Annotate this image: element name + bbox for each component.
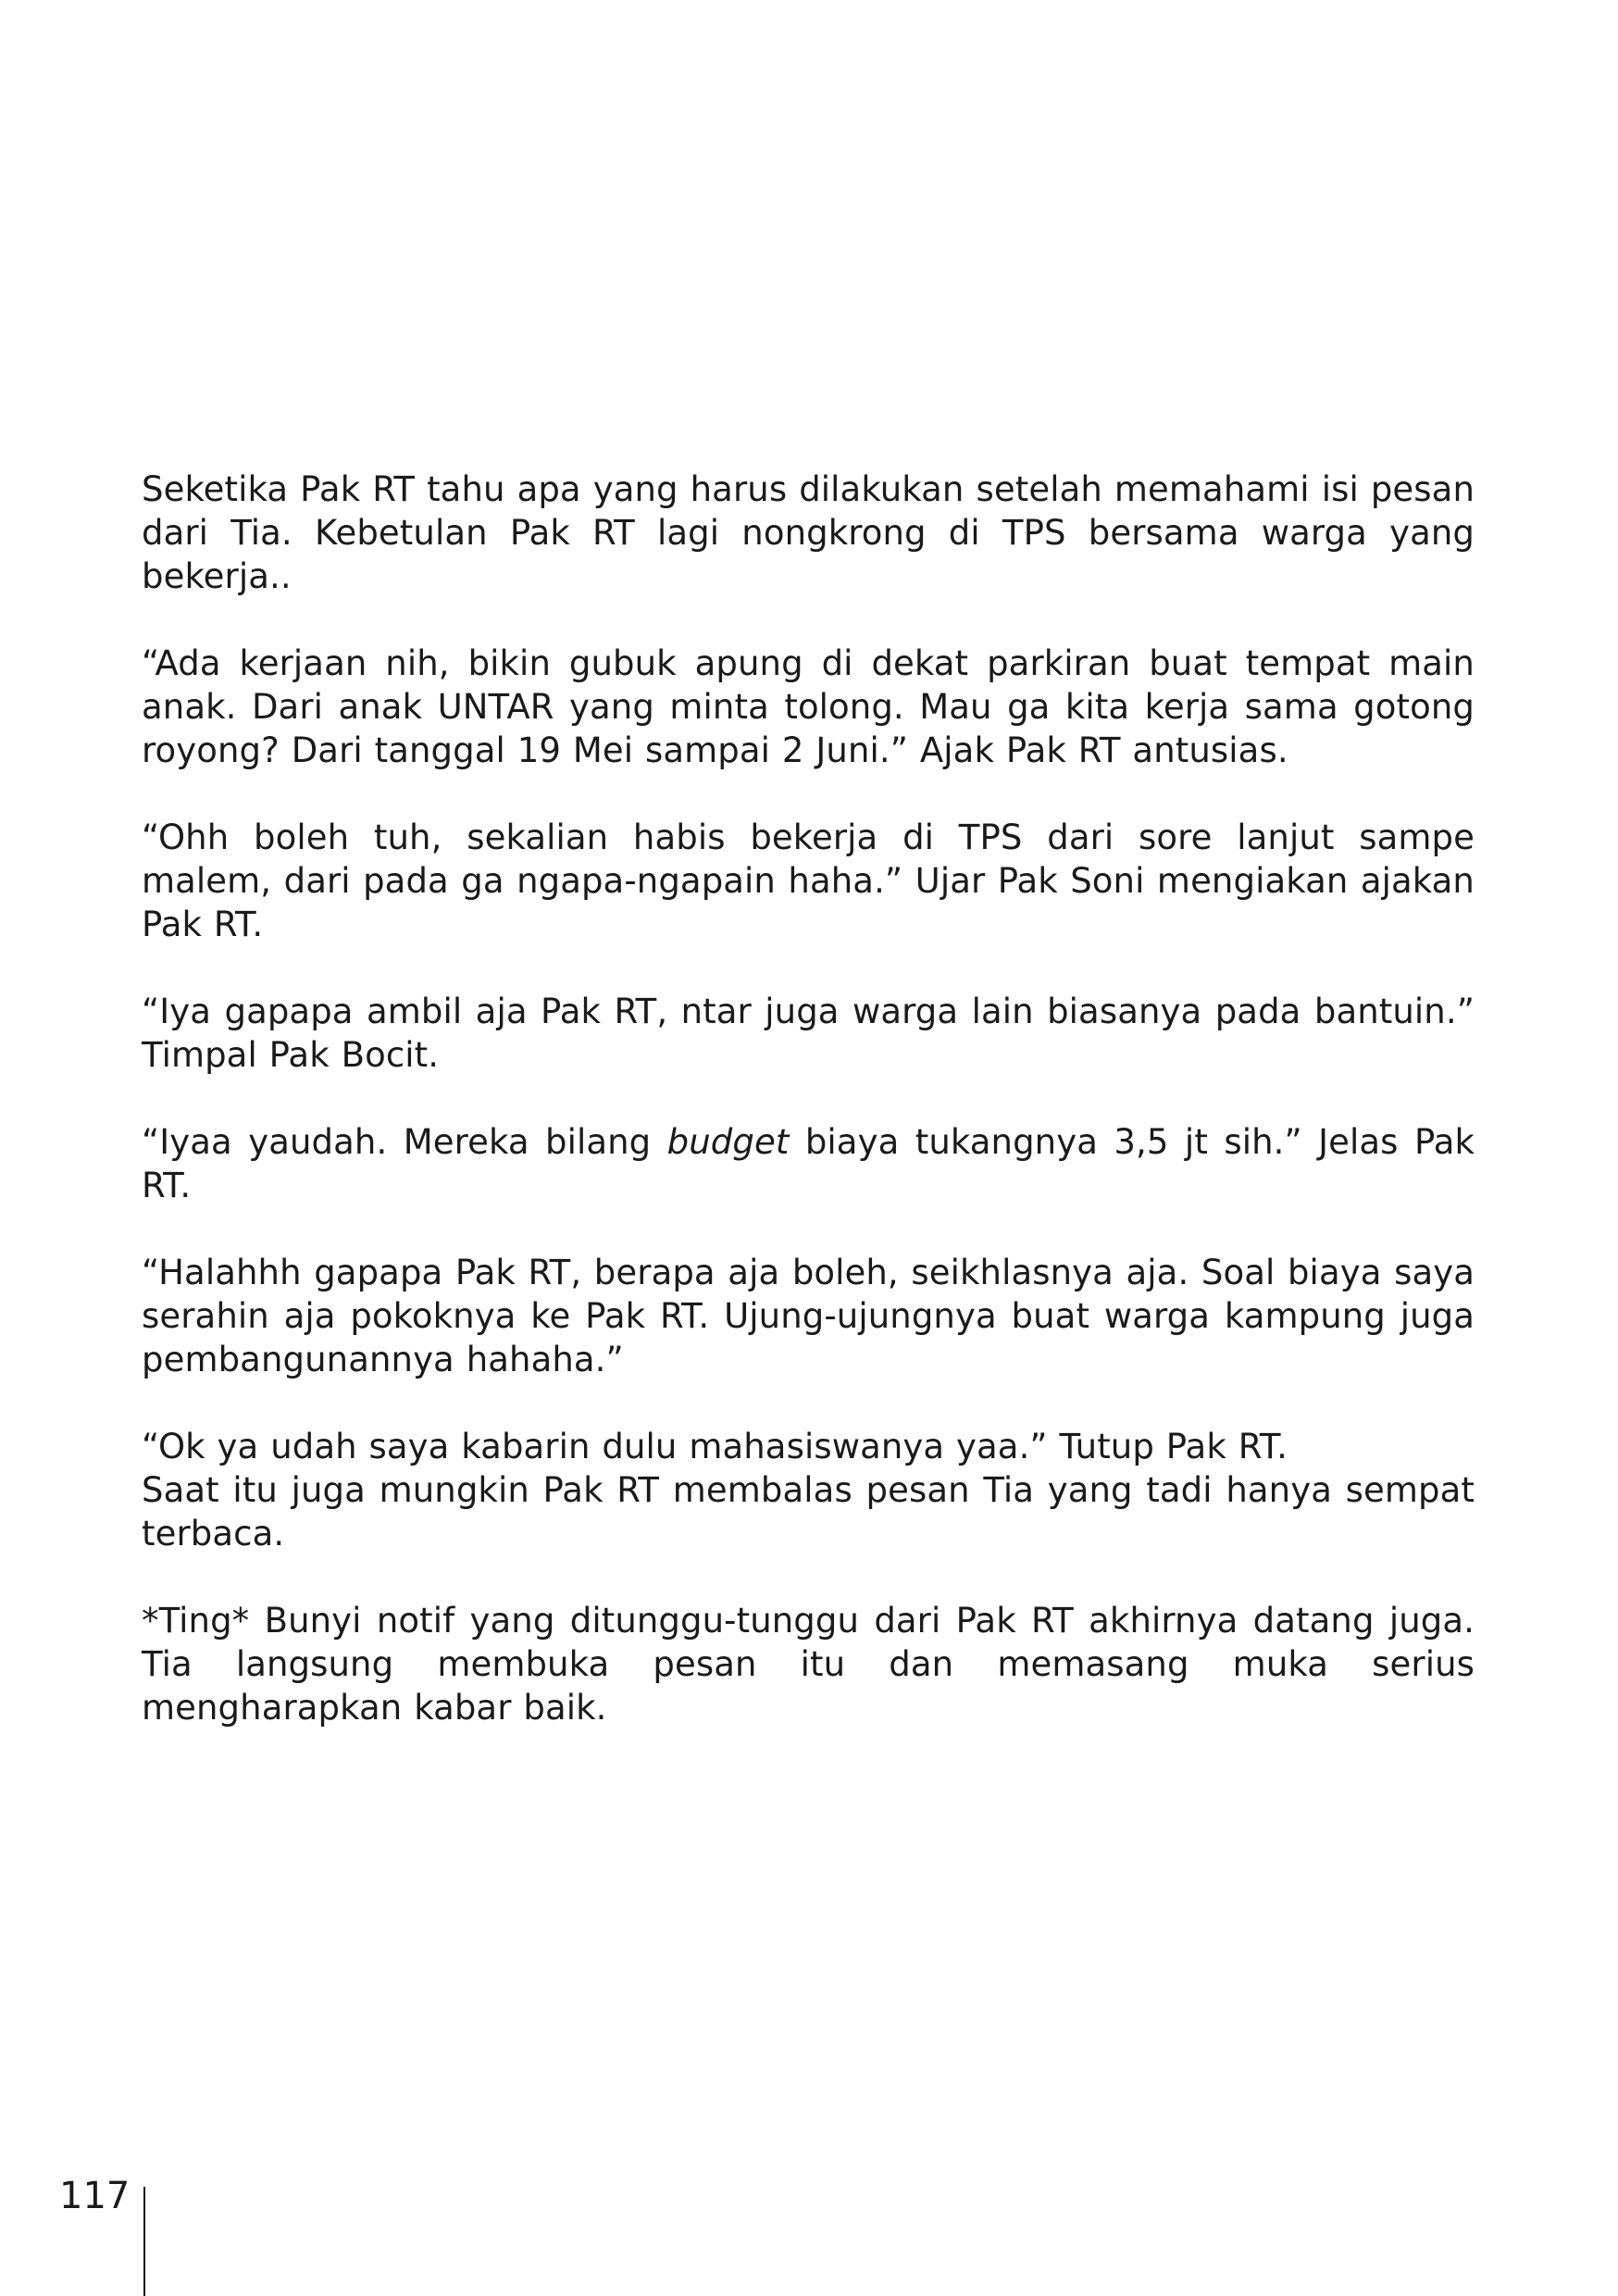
- paragraph-2: “Ada kerjaan nih, bikin gubuk apung di dekat parkiran buat tempat main anak. Dari anak UNTAR yang minta tolong. Mau ga kita kerja sama gotong royong? Dari tanggal 19 Mei sampai 2 Juni.” Ajak Pak RT antusias.: [142, 643, 1475, 770]
- paragraph-5-text-end: biaya tukangnya 3,5 jt sih.” Jelas Pak RT.: [142, 1122, 1475, 1205]
- paragraph-9: *Ting* Bunyi notif yang ditunggu-tunggu dari Pak RT akhirnya datang juga. Tia langsung membuka pesan itu dan memasang muka serius mengharapkan kabar baik.: [142, 1601, 1475, 1728]
- paragraph-5: [142, 1120, 1475, 1207]
- paragraph-3: “Ohh boleh tuh, sekalian habis bekerja di TPS dari sore lanjut sampe malem, dari pada ga ngapa-ngapain haha.” Ujar Pak Soni mengiakan ajakan Pak RT.: [142, 817, 1475, 944]
- body-text: [142, 468, 1475, 1773]
- paragraph-8: Saat itu juga mungkin Pak RT membalas pesan Tia yang tadi hanya sempat terbaca.: [142, 1470, 1475, 1554]
- paragraph-5-text-start: “Iyaa yaudah. Mereka bilang: [142, 1122, 667, 1162]
- paragraph-4: “Iya gapapa ambil aja Pak RT, ntar juga warga lain biasanya pada bantuin.” Timpal Pak Bocit.: [142, 992, 1475, 1075]
- paragraph-1: Seketika Pak RT tahu apa yang harus dilakukan setelah memahami isi pesan dari Tia. Kebetulan Pak RT lagi nongkrong di TPS bersama warga yang bekerja..: [142, 469, 1475, 596]
- page-number: 117: [59, 2175, 131, 2217]
- paragraph-6: “Halahhh gapapa Pak RT, berapa aja boleh, seikhlasnya aja. Soal biaya saya serahin aja pokoknya ke Pak RT. Ujung-ujungnya buat warga kampung juga pembangunannya hahaha.”: [142, 1253, 1475, 1379]
- page-number-divider: [143, 2187, 145, 2296]
- paragraph-5-italic-word: budget: [666, 1122, 790, 1162]
- paragraph-7: “Ok ya udah saya kabarin dulu mahasiswanya yaa.” Tutup Pak RT.: [142, 1427, 1288, 1466]
